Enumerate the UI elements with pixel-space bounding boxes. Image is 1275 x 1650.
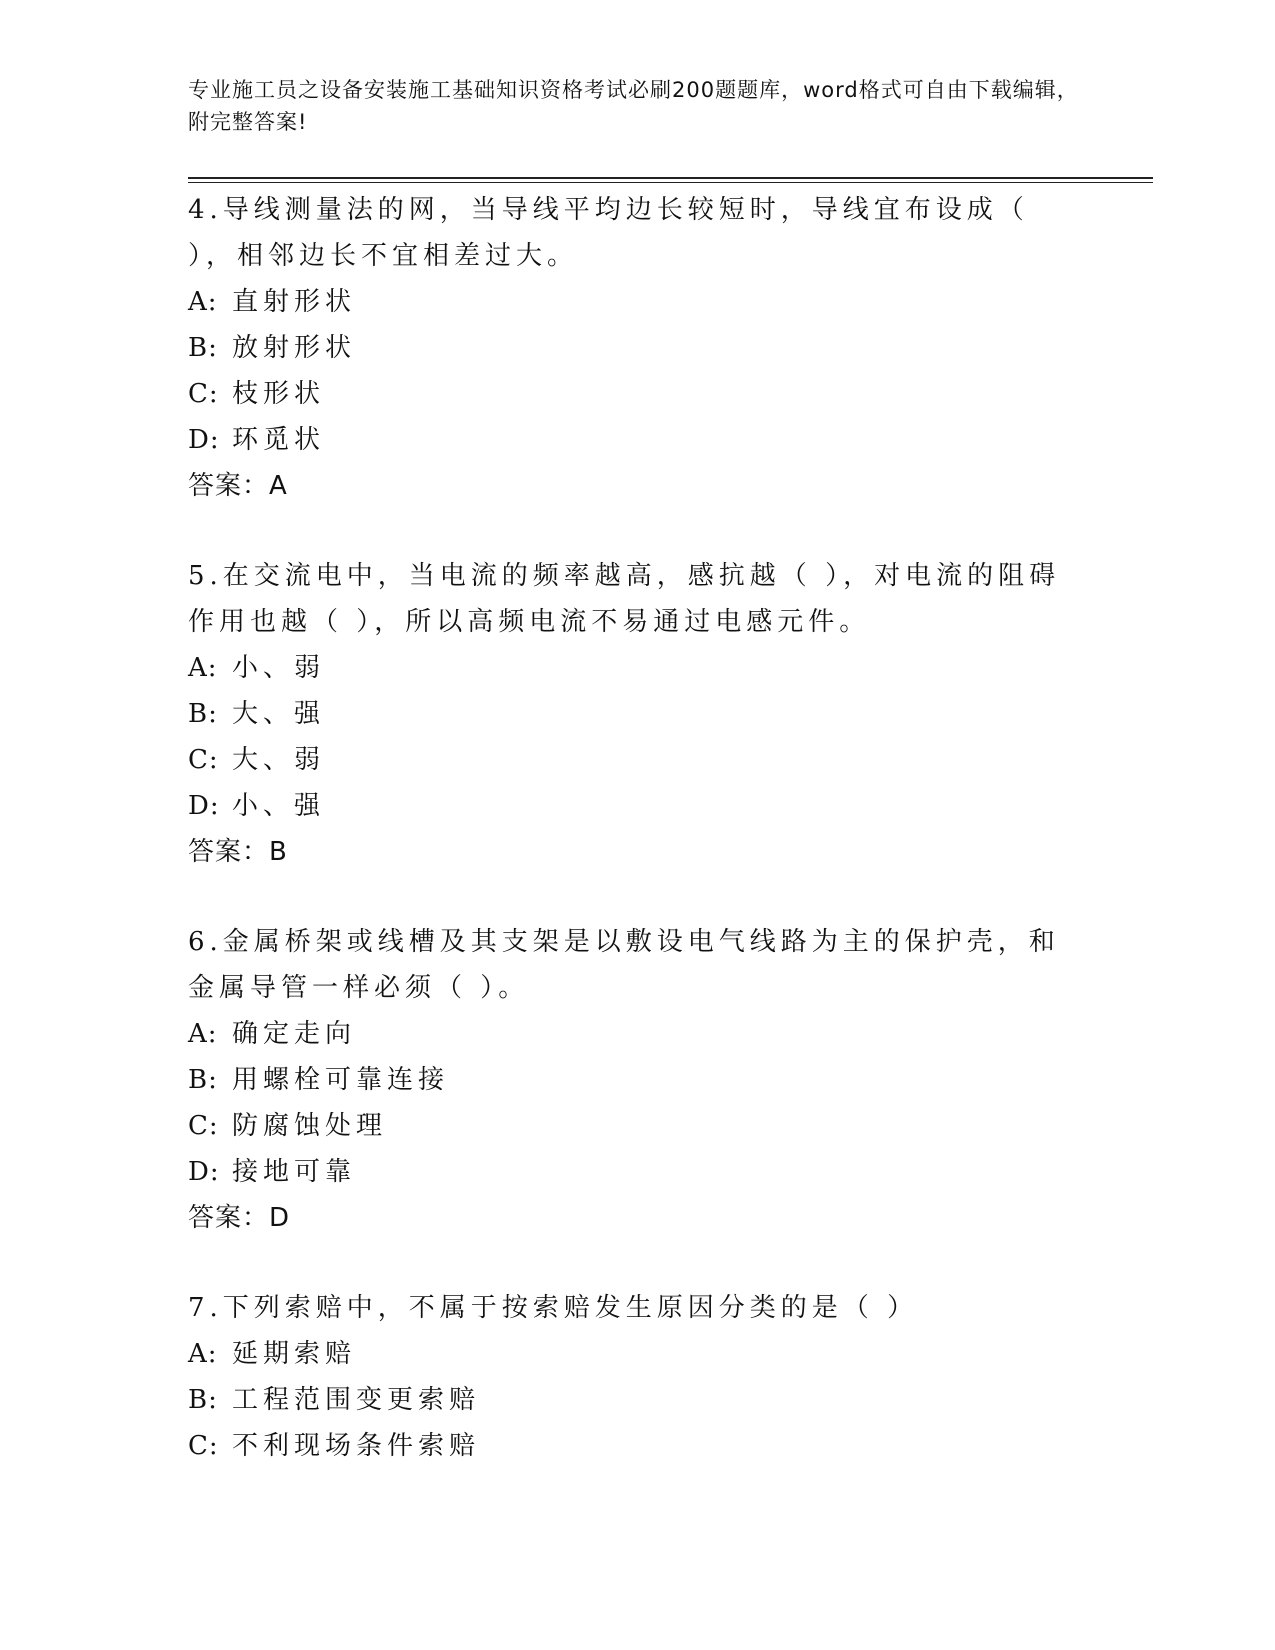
- option-letter: B:: [188, 1385, 218, 1415]
- option-letter: C:: [188, 1111, 219, 1141]
- option-text: 小、强: [232, 791, 326, 821]
- answer-line: 答案：B: [188, 837, 288, 867]
- question-7: [188, 1285, 1088, 1469]
- option-text: 大、强: [232, 699, 326, 729]
- option-c: [188, 737, 1088, 783]
- option-a: [188, 1331, 1088, 1377]
- option-c: [188, 1103, 1088, 1149]
- option-letter: B:: [188, 333, 218, 363]
- option-letter: D:: [188, 425, 220, 455]
- option-letter: B:: [188, 1065, 218, 1095]
- answer-line: 答案：D: [188, 1203, 291, 1233]
- option-letter: C:: [188, 379, 219, 409]
- option-text: 放射形状: [232, 333, 357, 363]
- question-stem: 4.导线测量法的网，当导线平均边长较短时，导线宜布设成（ ），相邻边长不宜相差过大。: [188, 195, 1029, 271]
- question-4: [188, 187, 1088, 509]
- option-letter: A:: [188, 287, 218, 317]
- option-text: 延期索赔: [232, 1339, 357, 1369]
- question-6: [188, 919, 1088, 1241]
- option-c: [188, 371, 1088, 417]
- option-text: 不利现场条件索赔: [232, 1431, 481, 1461]
- answer-line: 答案：A: [188, 471, 288, 501]
- option-letter: A:: [188, 1019, 218, 1049]
- header-divider-thin: [188, 182, 1153, 183]
- document-title: 专业施工员之设备安装施工基础知识资格考试必刷200题题库，word格式可自由下载编辑，附完整答案!: [188, 78, 1079, 134]
- option-b: [188, 325, 1088, 371]
- option-text: 环觅状: [232, 425, 326, 455]
- option-d: [188, 1149, 1088, 1195]
- option-a: [188, 645, 1088, 691]
- option-letter: A:: [188, 653, 218, 683]
- option-letter: A:: [188, 1339, 218, 1369]
- question-stem: 5.在交流电中，当电流的频率越高，感抗越（ ），对电流的阻碍作用也越（ ），所以高频电流不易通过电感元件。: [188, 561, 1061, 637]
- question-stem: 7.下列索赔中，不属于按索赔发生原因分类的是（ ）: [188, 1293, 919, 1323]
- header-divider-thick: [188, 177, 1153, 179]
- option-text: 枝形状: [232, 379, 326, 409]
- option-text: 防腐蚀处理: [232, 1111, 388, 1141]
- option-letter: C:: [188, 1431, 219, 1461]
- option-b: [188, 1377, 1088, 1423]
- option-a: [188, 1011, 1088, 1057]
- option-text: 确定走向: [232, 1019, 357, 1049]
- question-stem: 6.金属桥架或线槽及其支架是以敷设电气线路为主的保护壳，和金属导管一样必须（ ）。: [188, 927, 1060, 1003]
- option-letter: C:: [188, 745, 219, 775]
- question-list: [188, 187, 1088, 1513]
- option-text: 小、弱: [232, 653, 326, 683]
- option-d: [188, 417, 1088, 463]
- option-text: 接地可靠: [232, 1157, 357, 1187]
- option-letter: B:: [188, 699, 218, 729]
- option-text: 工程范围变更索赔: [232, 1385, 481, 1415]
- option-d: [188, 783, 1088, 829]
- option-text: 大、弱: [232, 745, 326, 775]
- option-a: [188, 279, 1088, 325]
- option-letter: D:: [188, 791, 220, 821]
- option-c: [188, 1423, 1088, 1469]
- option-b: [188, 691, 1088, 737]
- option-text: 用螺栓可靠连接: [232, 1065, 450, 1095]
- option-letter: D:: [188, 1157, 220, 1187]
- option-b: [188, 1057, 1088, 1103]
- option-text: 直射形状: [232, 287, 357, 317]
- document-header: [188, 74, 1088, 138]
- question-5: [188, 553, 1088, 875]
